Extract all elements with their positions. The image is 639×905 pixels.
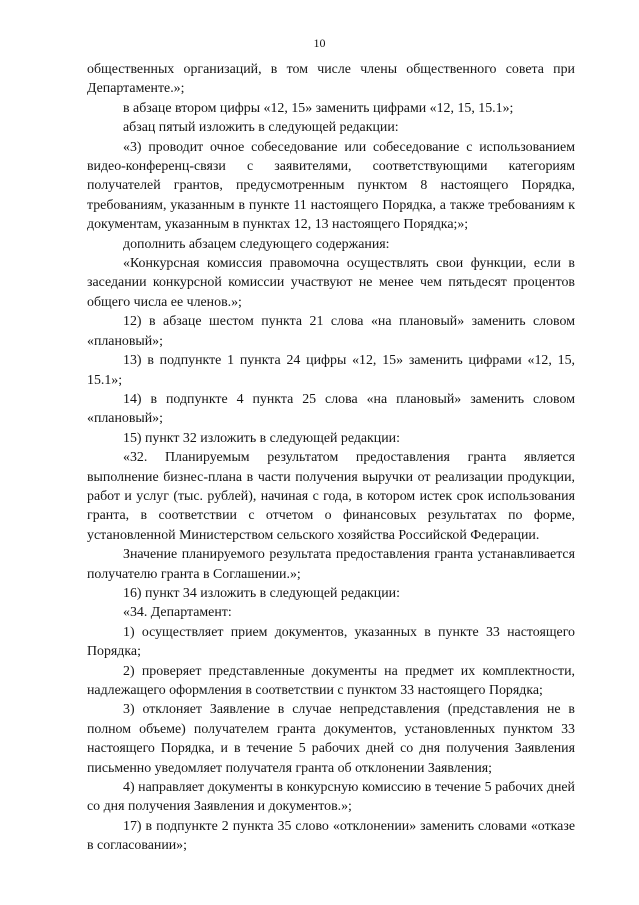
paragraph: 13) в подпункте 1 пункта 24 цифры «12, 15» заменить цифрами «12, 15, 15.1»; [87, 353, 575, 388]
paragraph: 1) осуществляет прием документов, указанных в пункте 33 настоящего Порядка; [87, 624, 575, 660]
paragraph: Значение планируемого результата предоставления гранта устанавливается получателю гранта в Соглашении.»; [87, 547, 575, 582]
document-body [87, 60, 575, 856]
paragraph: абзац пятый изложить в следующей редакции: [123, 120, 399, 136]
paragraph: 17) в подпункте 2 пункта 35 слово «отклонении» заменить словами «отказе в согласовании»; [87, 818, 575, 854]
paragraph: «34. Департамент: [123, 605, 232, 621]
paragraph: дополнить абзацем следующего содержания: [123, 236, 390, 252]
paragraph: 4) направляет документы в конкурсную комиссию в течение 5 рабочих дней со дня получения Заявления и документов.»; [87, 780, 575, 815]
paragraph: 3) отклоняет Заявление в случае непредставления (представления не в полном объеме) получателем гранта документов, установленных пунктом 33 настоящего Порядка, и в течение 5 рабочих дней со дня получения Заявления письменно уведомляет получателя гранта об отклонении Заявления; [87, 702, 575, 776]
paragraph: «32. Планируемым результатом предоставления гранта является выполнение бизнес-плана в части получения выручки от реализации продукции, работ и услуг (тыс. рублей), начиная с года, в котором истек срок использования гранта, в соответствии с отчетом о финансовых результатах по форме, установленной Министерством сельского хозяйства Российской Федерации. [87, 450, 575, 543]
paragraph: 16) пункт 34 изложить в следующей редакции: [123, 585, 400, 601]
paragraph: 2) проверяет представленные документы на предмет их комплектности, надлежащего оформления в соответствии с пунктом 33 настоящего Порядка; [87, 663, 575, 698]
paragraph: общественных организаций, в том числе члены общественного совета при Департаменте.»; [87, 62, 575, 97]
paragraph: «Конкурсная комиссия правомочна осуществлять свои функции, если в заседании конкурсной комиссии участвуют не менее чем пятьдесят процентов общего числа ее членов.»; [87, 256, 575, 310]
page-number: 10 [313, 36, 326, 50]
paragraph: «3) проводит очное собеседование или собеседование с использованием видео-конференц-связи с заявителями, соответствующими категориям получателей грантов, предусмотренным пунктом 8 настоящего Порядка, требованиям, указанным в пункте 11 настоящего Порядка, а также требованиям к документам, указанным в пунктах 12, 13 настоящего Порядка;»; [87, 139, 575, 233]
paragraph: 12) в абзаце шестом пункта 21 слова «на плановый» заменить словом «плановый»; [87, 314, 575, 349]
paragraph: в абзаце втором цифры «12, 15» заменить цифрами «12, 15, 15.1»; [123, 100, 514, 116]
paragraph: 15) пункт 32 изложить в следующей редакции: [123, 430, 400, 446]
paragraph: 14) в подпункте 4 пункта 25 слова «на плановый» заменить словом «плановый»; [87, 391, 575, 427]
